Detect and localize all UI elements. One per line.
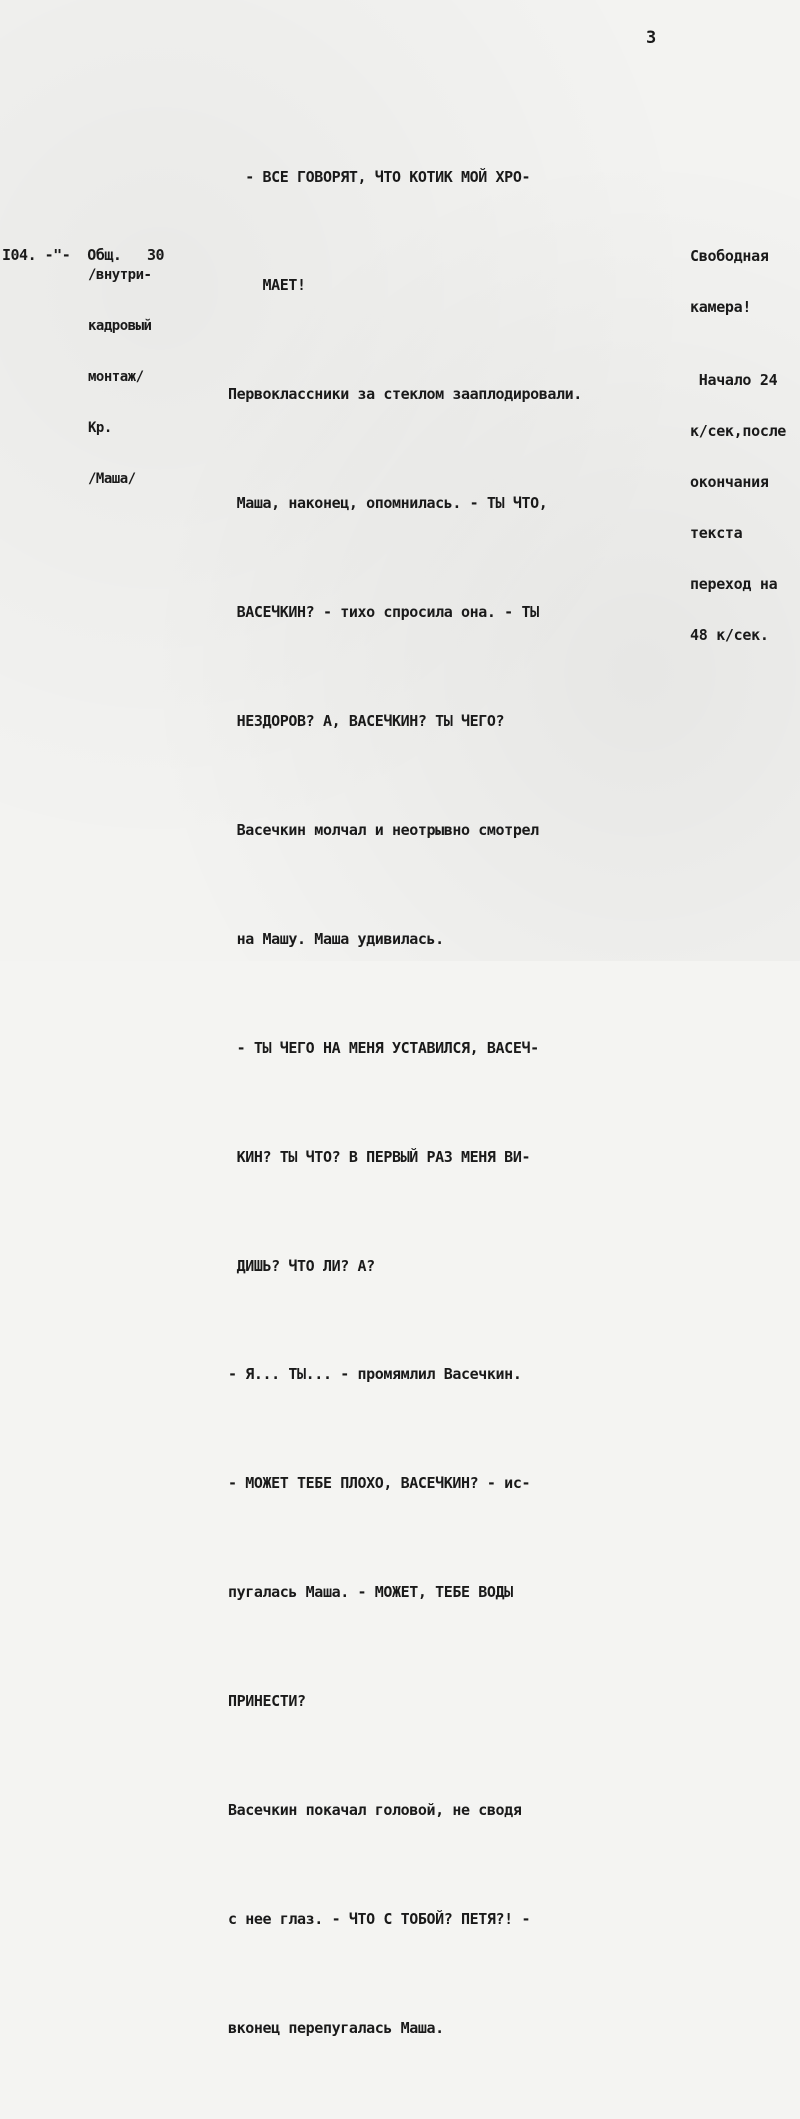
shot-detail-line: /Маша/ — [88, 471, 136, 487]
speed-note — [690, 338, 786, 678]
text-line: Маша, наконец, опомнилась. - ТЫ ЧТО, — [228, 494, 548, 513]
text-line: Васечкин молчал и неотрывно смотрел — [228, 820, 539, 839]
text-line: - МОЖЕТ ТЕБЕ ПЛОХО, ВАСЕЧКИН? - ис- — [228, 1474, 531, 1493]
note-line: камера! — [690, 298, 752, 316]
text-line: Первоклассники за стеклом зааплодировали. — [228, 385, 582, 404]
note-line: к/сек,после — [690, 422, 787, 440]
shot-detail-line: кадровый — [88, 318, 152, 334]
text-line: на Машу. Маша удивилась. — [228, 929, 444, 948]
note-line: окончания — [690, 473, 769, 491]
text-line: ДИШЬ? ЧТО ЛИ? А? — [228, 1256, 375, 1275]
note-line: текста — [690, 524, 743, 542]
text-line: - ВСЕ ГОВОРЯТ, ЧТО КОТИК МОЙ ХРО- — [228, 167, 531, 186]
main-text — [228, 86, 648, 2119]
text-line: Васечкин покачал головой, не сводя — [228, 1800, 522, 1819]
note-line: переход на — [690, 575, 778, 593]
text-line: КИН? ТЫ ЧТО? В ПЕРВЫЙ РАЗ МЕНЯ ВИ- — [228, 1147, 531, 1166]
page-number: 3 — [646, 28, 657, 48]
shot-details — [88, 233, 151, 522]
shot-info — [2, 213, 165, 487]
text-line: ПРИНЕСТИ? — [228, 1692, 306, 1711]
shot-detail-line: монтаж/ — [88, 369, 144, 385]
note-line: Начало 24 — [690, 371, 778, 389]
text-line: МАЕТ! — [228, 276, 306, 295]
note-line: Свободная — [690, 247, 769, 265]
text-line: с нее глаз. - ЧТО С ТОБОЙ? ПЕТЯ?! - — [228, 1909, 531, 1928]
camera-note — [690, 214, 769, 350]
note-line: 48 к/сек. — [690, 626, 769, 644]
text-line: ВАСЕЧКИН? - тихо спросила она. - ТЫ — [228, 603, 539, 622]
shot-header: I04. -"- Общ. 30 — [2, 246, 165, 264]
text-line: вконец перепугалась Маша. — [228, 2018, 444, 2037]
shot-detail-line: Кр. — [88, 420, 112, 436]
text-line: - ТЫ ЧЕГО НА МЕНЯ УСТАВИЛСЯ, ВАСЕЧ- — [228, 1038, 539, 1057]
text-line: пугалась Маша. - МОЖЕТ, ТЕБЕ ВОДЫ — [228, 1583, 513, 1602]
shot-detail-line: /внутри- — [88, 267, 152, 283]
text-line: - Я... ТЫ... - промямлил Васечкин. — [228, 1365, 522, 1384]
text-line: НЕЗДОРОВ? А, ВАСЕЧКИН? ТЫ ЧЕГО? — [228, 712, 505, 731]
